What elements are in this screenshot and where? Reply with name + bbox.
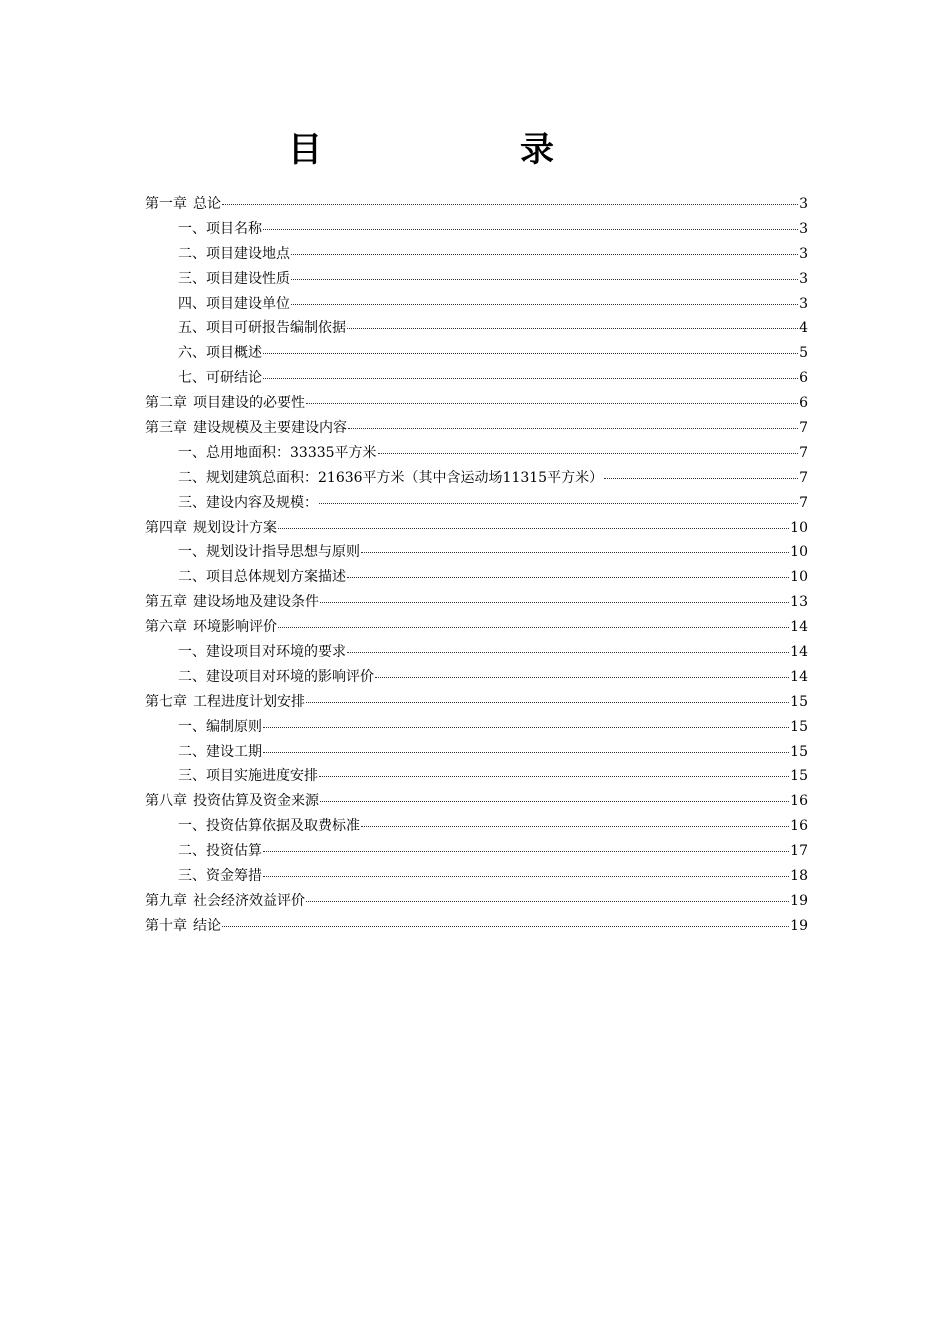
toc-page-number: 3 [799,196,808,212]
toc-dot-leader [263,727,789,728]
toc-entry-text: 二、项目总体规划方案描述 [178,569,346,586]
toc-chapter-number: 第九章 [145,892,187,909]
toc-entry-text: 一、编制原则 [178,718,262,735]
toc-page-number: 7 [799,469,808,486]
toc-section-entry[interactable] [145,217,808,242]
toc-dot-leader [306,702,789,703]
toc-dot-leader [347,652,789,653]
toc-page-number: 6 [799,370,808,387]
toc-section-entry[interactable] [145,267,808,292]
toc-page-number: 3 [799,220,808,237]
toc-chapter-entry[interactable] [145,615,808,640]
toc-entry-text: 六、项目概述 [178,345,262,362]
toc-chapter-number: 第四章 [145,519,187,536]
toc-section-entry[interactable] [145,292,808,317]
toc-dot-leader [378,453,799,454]
toc-section-entry[interactable] [145,740,808,765]
toc-entry-text: 三、项目建设性质 [178,270,290,287]
toc-section-entry[interactable] [145,341,808,366]
toc-page-number: 17 [790,843,808,860]
toc-entry-text [145,789,319,814]
toc-section-entry[interactable] [145,814,808,839]
toc-page-number: 10 [790,519,808,536]
toc-page-number: 7 [799,420,808,437]
toc-entry-text: 一、项目名称 [178,220,262,237]
toc-page-number: 18 [790,868,808,885]
toc-chapter-entry[interactable] [145,391,808,416]
toc-page-number: 14 [790,619,808,636]
toc-section-entry[interactable] [145,640,808,665]
toc-dot-leader [222,204,798,205]
toc-entry-text: 二、规划建筑总面积：21636平方米（其中含运动场11315平方米） [178,469,604,486]
toc-chapter-title: 规划设计方案 [193,519,277,536]
toc-page-number: 15 [790,768,808,785]
toc-entry-text [145,516,277,541]
toc-chapter-title: 工程进度计划安排 [193,693,305,710]
toc-page-number: 13 [790,594,808,611]
toc-section-entry[interactable] [145,864,808,889]
toc-page-number: 7 [799,494,808,511]
toc-chapter-entry[interactable] [145,416,808,441]
toc-entry-text: 二、建设项目对环境的影响评价 [178,668,374,685]
toc-chapter-title: 社会经济效益评价 [193,892,305,909]
toc-dot-leader [347,328,798,329]
toc-section-entry[interactable] [145,491,808,516]
toc-chapter-entry[interactable] [145,789,808,814]
toc-dot-leader [263,353,798,354]
toc-chapter-number: 第二章 [145,395,187,412]
toc-chapter-number: 第五章 [145,594,187,611]
toc-page-number: 7 [799,444,808,461]
toc-dot-leader [361,826,789,827]
toc-chapter-number: 第十章 [145,917,187,934]
toc-chapter-title: 建设场地及建设条件 [193,594,319,611]
toc-page-number: 6 [799,395,808,412]
toc-section-entry[interactable] [145,565,808,590]
toc-chapter-title: 建设规模及主要建设内容 [193,420,347,437]
toc-chapter-title: 总论 [193,196,221,212]
toc-entry-text: 二、建设工期 [178,743,262,760]
toc-chapter-title: 环境影响评价 [193,619,277,636]
toc-page-number: 3 [799,245,808,262]
toc-dot-leader [263,229,798,230]
toc-dot-leader [320,801,789,802]
toc-chapter-title: 投资估算及资金来源 [193,793,319,810]
toc-dot-leader [319,503,798,504]
toc-chapter-entry[interactable] [145,590,808,615]
toc-page-number: 19 [790,892,808,909]
toc-entry-text: 一、总用地面积：33335平方米 [178,444,377,461]
toc-dot-leader [320,602,789,603]
toc-dot-leader [222,926,789,927]
toc-page-number: 15 [790,693,808,710]
toc-dot-leader [361,552,789,553]
toc-entry-text [145,416,347,441]
toc-dot-leader [263,851,789,852]
toc-entry-text: 二、项目建设地点 [178,245,290,262]
toc-dot-leader [319,776,789,777]
toc-page-number: 5 [799,345,808,362]
toc-dot-leader [263,752,789,753]
toc-chapter-title: 项目建设的必要性 [193,395,305,412]
toc-page-number: 3 [799,270,808,287]
toc-page-number: 14 [790,668,808,685]
toc-page-number: 4 [799,320,808,337]
toc-section-entry[interactable] [145,316,808,341]
toc-dot-leader [278,528,789,529]
toc-chapter-entry[interactable] [145,690,808,715]
toc-section-entry[interactable] [145,839,808,864]
toc-entry-text: 三、项目实施进度安排 [178,768,318,785]
toc-entry-text [145,590,319,615]
toc-list [145,192,808,939]
toc-dot-leader [375,677,789,678]
toc-entry-text: 三、建设内容及规模： [178,494,318,511]
toc-title: 目 录 [288,130,636,170]
toc-entry-text [145,889,305,914]
toc-dot-leader [263,378,798,379]
toc-chapter-entry[interactable] [145,516,808,541]
toc-section-entry[interactable] [145,665,808,690]
toc-entry-text: 一、投资估算依据及取费标准 [178,818,360,835]
toc-page-number: 16 [790,793,808,810]
toc-dot-leader [291,279,798,280]
toc-entry-text [145,914,221,939]
toc-entry-text [145,391,305,416]
toc-section-entry[interactable] [145,466,808,491]
toc-entry-text: 一、建设项目对环境的要求 [178,644,346,661]
toc-entry-text: 一、规划设计指导思想与原则 [178,544,360,561]
toc-entry-text [145,690,305,715]
toc-chapter-number: 第一章 [145,196,187,212]
toc-chapter-entry[interactable] [145,889,808,914]
toc-dot-leader [306,901,789,902]
toc-section-entry[interactable] [145,764,808,789]
toc-page-number: 15 [790,718,808,735]
toc-chapter-number: 第七章 [145,693,187,710]
toc-section-entry[interactable] [145,540,808,565]
toc-section-entry[interactable] [145,715,808,740]
toc-dot-leader [348,428,798,429]
toc-chapter-number: 第三章 [145,420,187,437]
toc-dot-leader [263,876,789,877]
toc-chapter-number: 第八章 [145,793,187,810]
toc-chapter-entry[interactable] [145,192,808,217]
toc-section-entry[interactable] [145,441,808,466]
toc-dot-leader [291,254,798,255]
toc-entry-text [145,615,277,640]
toc-dot-leader [604,478,798,479]
toc-entry-text: 四、项目建设单位 [178,295,290,312]
toc-page-number: 19 [790,917,808,934]
toc-entry-text: 七、可研结论 [178,370,262,387]
toc-section-entry[interactable] [145,366,808,391]
toc-entry-text [145,192,221,217]
toc-page-number: 15 [790,743,808,760]
toc-chapter-number: 第六章 [145,619,187,636]
toc-entry-text: 三、资金筹措 [178,868,262,885]
toc-dot-leader [278,627,789,628]
toc-page-number: 3 [799,295,808,312]
toc-page-number: 10 [790,569,808,586]
toc-page-number: 14 [790,644,808,661]
toc-entry-text: 二、投资估算 [178,843,262,860]
toc-entry-text: 五、项目可研报告编制依据 [178,320,346,337]
toc-page-number: 10 [790,544,808,561]
toc-chapter-entry[interactable] [145,914,808,939]
toc-dot-leader [291,304,798,305]
toc-dot-leader [306,403,798,404]
toc-page-number: 16 [790,818,808,835]
toc-chapter-title: 结论 [193,917,221,934]
toc-section-entry[interactable] [145,242,808,267]
toc-dot-leader [347,577,789,578]
